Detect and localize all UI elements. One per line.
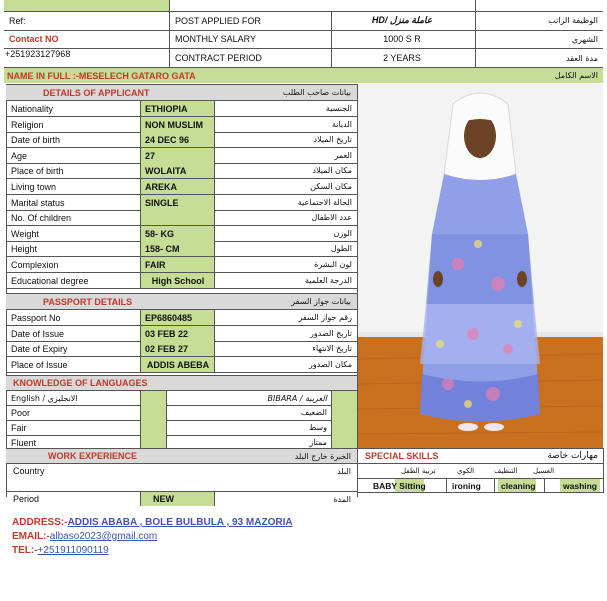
passport-value: EP6860485	[145, 312, 193, 323]
details-label: Place of birth	[11, 165, 64, 176]
passport-value: 02 FEB 27	[145, 343, 189, 354]
english-label: English / الانجليزي	[11, 393, 78, 403]
passport-title-ar: بيانات جواز السفر	[291, 297, 351, 306]
details-value: ETHIOPIA	[145, 103, 188, 114]
details-title-ar: بيانات صاحب الطلب	[282, 88, 351, 97]
passport-ar: رقم جواز السفر	[298, 313, 352, 322]
details-label: Height	[11, 243, 38, 254]
address-label: ADDRESS:-	[12, 517, 68, 528]
details-label: Marital status	[11, 197, 65, 208]
skill-divider	[446, 478, 447, 492]
skill-ar: تربية الطفل	[401, 466, 436, 475]
details-value: 24 DEC 96	[145, 134, 190, 145]
period-value: NEW	[153, 494, 174, 504]
work-title-ar: الخبرة خارج البلد	[294, 451, 351, 461]
details-ar: مكان السكن	[310, 182, 352, 191]
passport-label: Place of Issue	[11, 359, 68, 370]
skill-divider	[544, 478, 545, 492]
skill-item: BABY Sitting	[373, 480, 426, 491]
details-ar: تاريخ الميلاد	[313, 135, 352, 144]
email-link[interactable]: albaso2023@gmail.com	[49, 531, 158, 542]
details-value: 58- KG	[145, 228, 175, 239]
details-ar: الجنسية	[325, 104, 352, 113]
details-value	[142, 210, 214, 225]
skill-ar: التنظيف	[494, 466, 518, 475]
passport-ar: تاريخ الانتهاء	[312, 344, 352, 353]
details-ar: الدرجة العلمية	[305, 276, 352, 285]
row-divider	[6, 372, 357, 373]
details-ar: لون البشرة	[314, 260, 352, 269]
details-label: Living town	[11, 181, 57, 192]
salary-label: MONTHLY SALARY	[175, 34, 257, 44]
details-ar: العمر	[334, 151, 352, 160]
period-ar: المدة	[333, 494, 351, 504]
tel-link[interactable]: +251911090119	[37, 545, 109, 556]
lang-level-label: Fluent	[11, 437, 37, 448]
passport-ar: تاريخ الصدور	[310, 329, 352, 338]
phone-value: +251923127968	[5, 49, 71, 59]
lang-level-ar: وسط	[308, 423, 327, 432]
details-ar: الوزن	[333, 229, 352, 238]
email-line	[12, 530, 293, 544]
full-name-ar: الاسم الكامل	[554, 71, 598, 80]
details-label: Weight	[11, 228, 39, 239]
lang-arabic-col	[332, 391, 357, 448]
email-label: EMAIL:-	[12, 531, 50, 542]
address-line	[12, 516, 293, 530]
details-value: SINGLE	[145, 197, 179, 208]
details-ar: الديانة	[331, 120, 352, 129]
details-label: Religion	[11, 119, 44, 130]
details-label: Date of birth	[11, 134, 61, 145]
skill-ar: الغسيل	[533, 466, 555, 475]
contract-ar: مدة العقد	[566, 53, 598, 63]
skills-title: SPECIAL SKILLS	[365, 451, 439, 461]
address-value: ADDIS ABABA , BOLE BULBULA , 93 MAZORIA	[67, 517, 293, 528]
details-value: NON MUSLIM	[145, 119, 203, 130]
period-label: Period	[13, 494, 40, 504]
details-ar: الحالة الاجتماعية	[297, 198, 352, 207]
details-value: FAIR	[145, 259, 166, 270]
work-title: WORK EXPERIENCE	[48, 451, 138, 461]
applicant-photo	[358, 84, 603, 448]
lang-level-label: Poor	[11, 407, 31, 418]
ref-label: Ref:	[9, 15, 26, 26]
tel-label: TEL:-	[12, 545, 38, 556]
lang-level-ar: الضعيف	[300, 408, 327, 417]
post-label: POST APPLIED FOR	[175, 15, 261, 26]
lang-english-col	[141, 391, 166, 448]
details-ar: الطول	[330, 244, 352, 253]
salary-ar: الشهري	[571, 34, 598, 44]
passport-value: 03 FEB 22	[145, 328, 189, 339]
details-label: Complexion	[11, 259, 59, 270]
skill-ar: الكوي	[457, 466, 475, 475]
contract-label: CONTRACT PERIOD	[175, 53, 262, 63]
post-value: HD/ عاملة منزل	[371, 15, 433, 25]
arabic-label: BIBARA / العربية	[267, 393, 327, 403]
applicant-photo-svg	[358, 84, 603, 448]
details-value: AREKA	[145, 181, 178, 192]
lang-level-ar: ممتاز	[309, 438, 327, 447]
details-value: 158- CM	[145, 243, 180, 254]
contact-block	[12, 516, 293, 558]
details-value: 27	[145, 150, 156, 161]
skills-title-ar: مهارات خاصة	[547, 451, 598, 461]
passport-label: Date of Expiry	[11, 343, 68, 354]
details-label: No. Of children	[11, 212, 72, 223]
details-label: Nationality	[11, 103, 54, 114]
header-top-strip	[4, 0, 169, 11]
details-ar: عدد الاطفال	[311, 213, 352, 222]
salary-value: 1000 S R	[383, 34, 421, 44]
details-value: High School	[151, 275, 205, 286]
passport-label: Passport No	[11, 312, 61, 323]
details-label: Educational degree	[11, 275, 89, 286]
passport-ar: مكان الصدور	[308, 360, 352, 369]
passport-value: ADDIS ABEBA	[146, 359, 210, 370]
contact-label: Contact NO	[9, 34, 59, 44]
languages-title: KNOWLEDGE OF LANGUAGES	[13, 377, 148, 388]
skill-item: ironing	[452, 480, 481, 491]
passport-title: PASSPORT DETAILS	[43, 296, 133, 307]
tel-line	[12, 544, 293, 558]
details-title: DETAILS OF APPLICANT	[43, 87, 150, 98]
contract-value: 2 YEARS	[383, 53, 421, 63]
post-ar: الوظيفة الراتب	[548, 16, 598, 25]
skill-divider	[494, 478, 495, 492]
lang-level-label: Fair	[11, 422, 27, 433]
details-label: Age	[11, 150, 28, 161]
full-name: NAME IN FULL :-MESELECH GATARO GATA	[7, 70, 196, 81]
passport-label: Date of Issue	[11, 328, 65, 339]
skill-item: cleaning	[501, 480, 536, 491]
details-value: WOLAITA	[145, 165, 187, 176]
skill-item: washing	[563, 480, 598, 491]
details-ar: مكان الميلاد	[312, 166, 352, 175]
row-divider	[6, 288, 357, 289]
country-ar: البلد	[337, 466, 351, 476]
country-label: Country	[13, 466, 45, 476]
